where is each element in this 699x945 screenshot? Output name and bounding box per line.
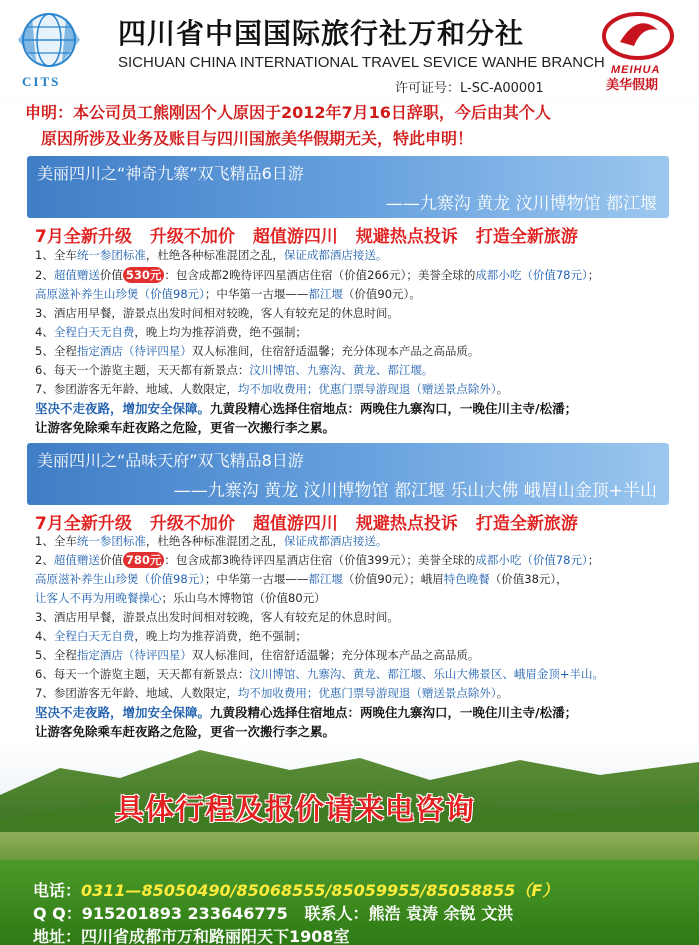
- feature-line: 高原滋补养生山珍煲（价值98元）；中华第一古堰——都江堰（价值90元）；峨眉特色晚餐（价值38元），: [35, 572, 568, 586]
- slogan-item: 7月全新升级: [35, 227, 132, 247]
- feature-line: 4、全程白天无自费，晚上均为推荐消费，绝不强制；: [35, 629, 307, 643]
- cits-logo-text: CITS: [22, 74, 61, 89]
- phone-label: 电话：: [33, 881, 82, 900]
- safety-note: 让游客免除乘车赶夜路之危险，更省一次搬行李之累。: [35, 724, 336, 739]
- feature-line: 3、酒店用早餐，游景点出发时间相对较晚，客人有较充足的休息时间。: [35, 306, 399, 320]
- phone-number: 0311—85050490/85068555/85059955/85058855（F）: [81, 881, 559, 900]
- slogan-item: 升级不加价: [149, 227, 235, 247]
- tour2-route: ——九寨沟 黄龙 汶川博物馆 都江堰 乐山大佛 峨眉山金顶+半山: [173, 481, 657, 501]
- feature-line: 2、超值赠送价值 780元 ：包含成都3晚待评四星酒店住宿（价值399元）；美誉全球的成都小吃（价值78元）；: [35, 553, 600, 567]
- slogan-item: 升级不加价: [149, 514, 235, 534]
- tour1-banner: [27, 156, 669, 218]
- price-badge: 780元: [123, 552, 165, 568]
- company-title-en: SICHUAN CHINA INTERNATIONAL TRAVEL SEVICE WANHE BRANCH: [118, 54, 605, 71]
- address-text: 四川省成都市万和路丽阳天下1908室: [81, 927, 350, 945]
- feature-line: 6、每天一个游览主题，天天都有新景点：汶川博馆、九寨沟、黄龙、都江堰。: [35, 363, 434, 377]
- brand-name-cn: 美华假期: [606, 78, 659, 93]
- feature-line: 4、全程白天无自费，晚上均为推荐消费，绝不强制；: [35, 325, 307, 339]
- feature-line: 让客人不再为用晚餐操心；乐山乌木博物馆（价值80元）: [35, 591, 326, 605]
- feature-line: 7、参团游客无年龄、地域、人数限定，均不加收费用；优惠门票导游现退（赠送景点除外）。: [35, 686, 509, 700]
- contact-person-label: 联系人：: [304, 904, 369, 923]
- price-badge: 530元: [123, 267, 165, 283]
- feature-line: 7、参团游客无年龄、地域、人数限定，均不加收费用；优惠门票导游现退（赠送景点除外）。: [35, 382, 509, 396]
- qq-number: 915201893 233646775: [81, 904, 288, 923]
- tour2-slogan: [35, 509, 596, 534]
- qq-row: [33, 901, 513, 924]
- contact-persons: 熊浩 袁涛 余锐 文洪: [368, 904, 514, 923]
- feature-line: 高原滋补养生山珍煲（价值98元）；中华第一古堰——都江堰（价值90元）。: [35, 287, 421, 301]
- brand-name-en: MEIHUA: [611, 64, 661, 76]
- slogan-item: 超值游四川: [252, 227, 338, 247]
- call-to-action: 具体行程及报价请来电咨询: [115, 792, 476, 826]
- address-label: 地址：: [33, 927, 82, 945]
- cits-globe-logo-icon: [14, 10, 84, 70]
- header: [0, 0, 699, 96]
- safety-note: 让游客免除乘车赶夜路之危险，更省一次搬行李之累。: [35, 420, 336, 435]
- slogan-item: 打造全新旅游: [475, 514, 578, 534]
- feature-line: 3、酒店用早餐，游景点出发时间相对较晚，客人有较充足的休息时间。: [35, 610, 399, 624]
- tour2-banner: [27, 443, 669, 505]
- tour1-slogan: [35, 222, 596, 247]
- qq-label: Q Q：: [33, 904, 82, 923]
- meihua-logo-icon: [598, 8, 678, 64]
- notice-line-2: 原因所涉及业务及账目与四川国旅美华假期无关，特此申明！: [41, 129, 474, 148]
- slogan-item: 7月全新升级: [35, 514, 132, 534]
- company-title-cn: 四川省中国国际旅行社万和分社: [118, 17, 525, 50]
- feature-line: 1、全车统一参团标准，杜绝各种标准混团之乱，保证成都酒店接送。: [35, 248, 388, 262]
- safety-note: 坚决不走夜路，增加安全保障。九黄段精心选择住宿地点：两晚住九寨沟口，一晚住川主寺/松潘；: [35, 705, 578, 720]
- feature-line: 5、全程指定酒店（待评四星）双人标准间，住宿舒适温馨；充分体现本产品之高品质。: [35, 648, 480, 662]
- tour1-route: ——九寨沟 黄龙 汶川博物馆 都江堰: [385, 194, 657, 214]
- feature-line: 1、全车统一参团标准，杜绝各种标准混团之乱，保证成都酒店接送。: [35, 534, 388, 548]
- slogan-item: 打造全新旅游: [475, 227, 578, 247]
- tour1-title: 美丽四川之“神奇九寨”双飞精品6日游: [37, 164, 304, 183]
- contact-panel: [0, 860, 699, 945]
- phone-row: [33, 878, 558, 901]
- slogan-item: 规避热点投诉: [355, 227, 458, 247]
- notice-line-1: 申明：本公司员工熊刚因个人原因于2012年7月16日辞职，今后由其个人: [25, 103, 551, 122]
- license-number: 许可证号：L-SC-A00001: [395, 81, 544, 96]
- feature-line: 2、超值赠送价值 530元 ：包含成都2晚待评四星酒店住宿（价值266元）；美誉全球的成都小吃（价值78元）；: [35, 268, 600, 282]
- feature-line: 5、全程指定酒店（待评四星）双人标准间，住宿舒适温馨；充分体现本产品之高品质。: [35, 344, 480, 358]
- slogan-item: 规避热点投诉: [355, 514, 458, 534]
- safety-note: 坚决不走夜路，增加安全保障。九黄段精心选择住宿地点：两晚住九寨沟口，一晚住川主寺/松潘；: [35, 401, 578, 416]
- slogan-item: 超值游四川: [252, 514, 338, 534]
- address-row: [33, 924, 350, 945]
- tour2-title: 美丽四川之“品味天府”双飞精品8日游: [37, 451, 304, 470]
- notice: [0, 98, 699, 152]
- feature-line: 6、每天一个游览主题，天天都有新景点：汶川博馆、九寨沟、黄龙、都江堰、乐山大佛景区、峨眉金顶+半山。: [35, 667, 604, 681]
